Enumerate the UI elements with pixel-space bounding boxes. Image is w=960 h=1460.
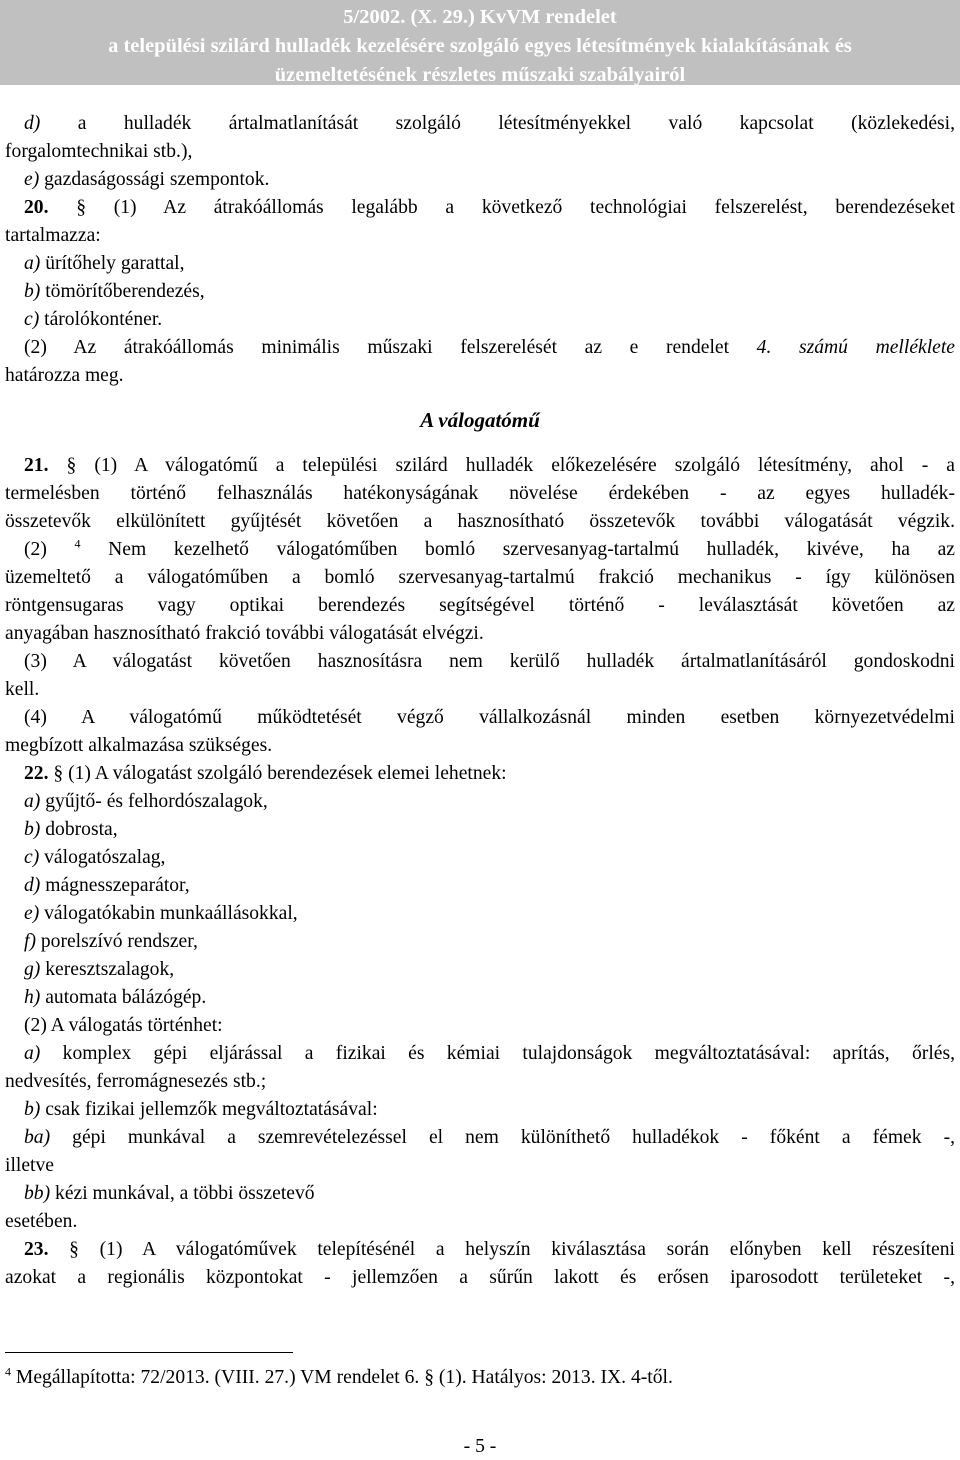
item-text: mágnesszeparátor, — [40, 875, 190, 896]
item-label: d) — [24, 875, 41, 896]
item-label: d) — [24, 113, 41, 134]
s23-p1-l2: azokat a regionális központokat - jellemzően a sűrűn lakott és erősen iparosodott területeket -, — [5, 1267, 955, 1288]
paragraph-text: § (1) A válogatómű a települési szilárd hulladék előkezelésére szolgáló létesítmény, ahol - a — [48, 455, 955, 476]
s22-item — [5, 984, 955, 1012]
s20-c — [5, 306, 955, 334]
header-line-2: a települési szilárd hulladék kezelésére szolgáló egyes létesítmények kialakításának és — [108, 35, 852, 57]
s20-b — [5, 278, 955, 306]
s21-p2-l3: röntgensugaras vagy optikai berendezés segítségével történő - leválasztását követően az — [5, 595, 955, 616]
s20-p2-cont: határozza meg. — [5, 365, 124, 386]
item-text: ürítőhely garattal, — [40, 253, 185, 274]
page-header — [0, 0, 960, 85]
paragraph-text: § (1) A válogatóművek telepítésénél a helyszín kiválasztása során előnyben kell részesíteni — [48, 1239, 955, 1260]
header-line-3: üzemeltetésének részletes műszaki szabályairól — [274, 64, 686, 86]
s19-e-line — [5, 166, 955, 194]
item-text: gyűjtő- és felhordószalagok, — [40, 791, 268, 812]
item-text: gépi munkával a szemrevételezéssel el nem különíthető hulladékok - főként a fémek -, — [50, 1127, 955, 1148]
item-label: c) — [24, 309, 40, 330]
item-text: keresztszalagok, — [40, 959, 175, 980]
s21-p3-l2: kell. — [5, 679, 40, 700]
item-label: bb) — [24, 1183, 51, 1204]
footnote-text: Megállapította: 72/2013. (VIII. 27.) VM rendelet 6. § (1). Hatályos: 2013. IX. 4-től. — [11, 1367, 673, 1388]
header-line-1: 5/2002. (X. 29.) KvVM rendelet — [343, 6, 617, 28]
item-text: gazdaságossági szempontok. — [39, 169, 270, 190]
item-label: b) — [24, 1099, 41, 1120]
s22-item — [5, 816, 955, 844]
s22-item — [5, 844, 955, 872]
paragraph-text: § (1) A válogatást szolgáló berendezések elemei lehetnek: — [48, 763, 507, 784]
s20-p2 — [5, 334, 955, 362]
item-label: a) — [24, 253, 41, 274]
paragraph-text: Nem kezelhető válogatóműben bomló szervesanyag-tartalmú hulladék, kivéve, ha az — [80, 539, 955, 560]
item-label: e) — [24, 903, 40, 924]
s22-bb — [5, 1180, 955, 1208]
s20-p1 — [5, 194, 955, 222]
paragraph-text: (2) Az átrakóállomás minimális műszaki felszerelését az e rendelet — [24, 337, 757, 358]
s19-d-line — [5, 110, 955, 138]
item-label: e) — [24, 169, 40, 190]
item-label: g) — [24, 959, 41, 980]
s22-item — [5, 900, 955, 928]
item-label: c) — [24, 847, 40, 868]
section-title: A válogatómű — [420, 408, 540, 432]
item-text: automata bálázógép. — [40, 987, 207, 1008]
page-number: - 5 - — [463, 1436, 497, 1457]
s20-p1-cont: tartalmazza: — [5, 225, 101, 246]
item-text: tömörítőberendezés, — [40, 281, 205, 302]
footnote — [5, 1364, 955, 1392]
item-label: b) — [24, 819, 41, 840]
s22-p1 — [5, 760, 955, 788]
item-label: a) — [24, 1043, 41, 1064]
s22-p2: (2) A válogatás történhet: — [24, 1015, 223, 1036]
item-label: h) — [24, 987, 41, 1008]
item-label: ba) — [24, 1127, 51, 1148]
footnote-separator — [5, 1352, 293, 1353]
paragraph-number: (2) — [24, 539, 47, 560]
footnote-number: 4 — [5, 1364, 11, 1379]
item-text: csak fizikai jellemzők megváltoztatásával: — [40, 1099, 378, 1120]
s21-p2-l1 — [5, 536, 955, 564]
s21-p1-l3: összetevők elkülönített gyűjtését követően a hasznosítható összetevők további válogatását végzik. — [5, 511, 955, 532]
s22-item — [5, 788, 955, 816]
section-number: 22. — [24, 763, 49, 784]
item-text: a hulladék ártalmatlanítását szolgáló létesítményekkel való kapcsolat (közlekedési, — [40, 113, 955, 134]
item-text: komplex gépi eljárással a fizikai és kémiai tulajdonságok megváltoztatásával: aprítás, őrlés, — [40, 1043, 955, 1064]
s21-p2-l2: üzemeltető a válogatóműben a bomló szervesanyag-tartalmú frakció mechanikus - így különösen — [5, 567, 955, 588]
item-text: tárolókonténer. — [39, 309, 163, 330]
section-number: 21. — [24, 455, 49, 476]
section-number: 20. — [24, 197, 49, 218]
s21-p1-l1 — [5, 452, 955, 480]
s22-item — [5, 872, 955, 900]
item-label: a) — [24, 791, 41, 812]
item-label: f) — [24, 931, 36, 952]
document-body — [5, 110, 955, 1292]
s21-p4-l2: megbízott alkalmazása szükséges. — [5, 735, 273, 756]
s22-end: esetében. — [5, 1211, 78, 1232]
s22-item — [5, 928, 955, 956]
item-label: b) — [24, 281, 41, 302]
s22-a-l2: nedvesítés, ferromágnesezés stb.; — [5, 1071, 267, 1092]
s19-d-cont: forgalomtechnikai stb.), — [5, 141, 193, 162]
s22-ba-l1 — [5, 1124, 955, 1152]
s21-p4-l1: (4) A válogatómű működtetését végző vállalkozásnál minden esetben környezetvédelmi — [24, 707, 955, 728]
s22-b — [5, 1096, 955, 1124]
s21-p3-l1: (3) A válogatást követően hasznosításra nem kerülő hulladék ártalmatlanításáról gondoskodni — [24, 651, 955, 672]
annex-reference: 4. számú melléklete — [756, 337, 955, 358]
item-text: porelszívó rendszer, — [35, 931, 198, 952]
s22-item — [5, 956, 955, 984]
s20-a — [5, 250, 955, 278]
s23-p1-l1 — [5, 1236, 955, 1264]
s21-p1-l2: termelésben történő felhasználás hatékonyságának növelése érdekében - az egyes hulladék- — [5, 483, 955, 504]
item-text: válogatószalag, — [39, 847, 166, 868]
section-number: 23. — [24, 1239, 49, 1260]
item-text: kézi munkával, a többi összetevő — [50, 1183, 315, 1204]
footnote-reference: 4 — [74, 536, 81, 551]
s21-p2-l4: anyagában hasznosítható frakció további válogatását elvégzi. — [5, 623, 484, 644]
paragraph-text: § (1) Az átrakóállomás legalább a következő technológiai felszerelést, berendezéseket — [48, 197, 955, 218]
item-text: válogatókabin munkaállásokkal, — [39, 903, 298, 924]
item-text: dobrosta, — [40, 819, 118, 840]
s22-ba-l2: illetve — [5, 1155, 54, 1176]
s22-a-l1 — [5, 1040, 955, 1068]
